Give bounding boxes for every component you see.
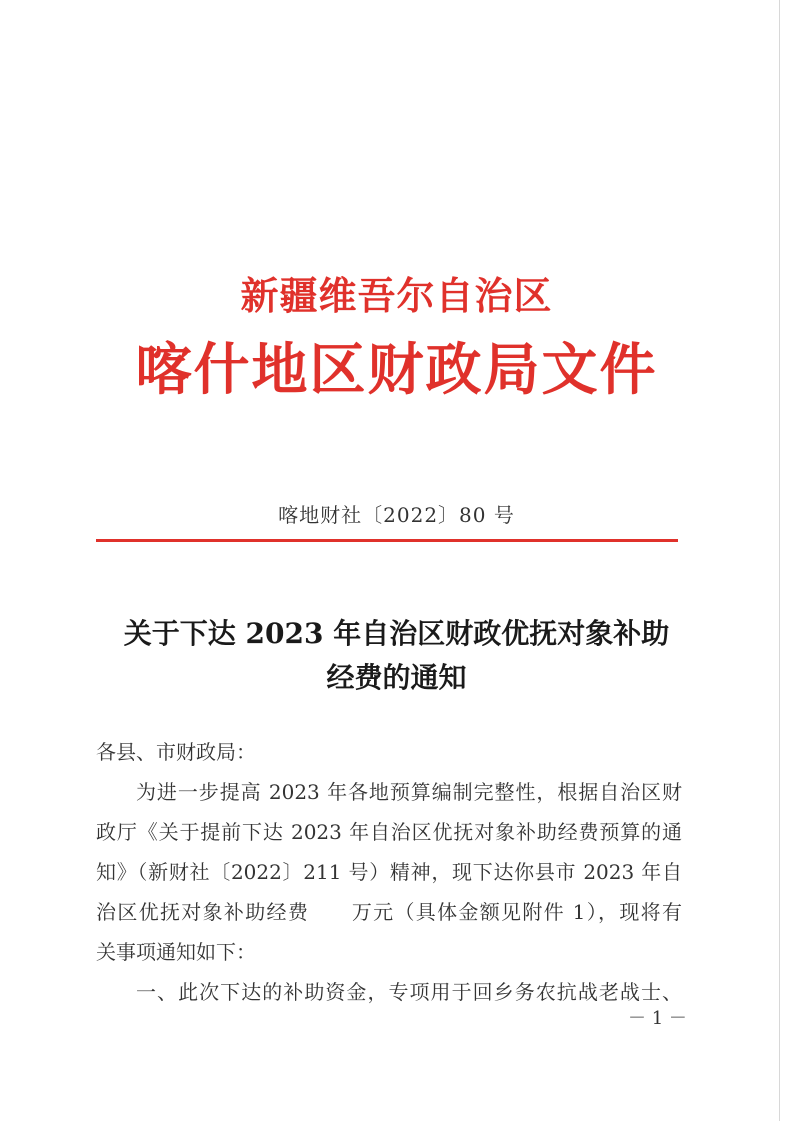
title-line: 关于下达 2023 年自治区财政优抚对象补助 bbox=[123, 617, 670, 650]
paragraph-line: 为进一步提高 2023 年各地预算编制完整性，根据自治区财 bbox=[136, 780, 682, 804]
paragraph-line: 一、此次下达的补助资金，专项用于回乡务农抗战老战士、 bbox=[136, 980, 682, 1004]
red-separator-line bbox=[96, 539, 678, 542]
page-number: － 1 － bbox=[628, 1008, 687, 1029]
issuer-region: 新疆维吾尔自治区 bbox=[240, 273, 553, 318]
paragraph-line: 治区优抚对象补助经费 万元（具体金额见附件 1），现将有 bbox=[96, 900, 682, 924]
scan-edge-line bbox=[779, 0, 780, 1121]
issuer-name: 喀什地区财政局文件 bbox=[135, 337, 658, 403]
salutation: 各县、市财政局： bbox=[96, 740, 256, 764]
paragraph-line: 关事项通知如下： bbox=[96, 940, 256, 964]
paragraph-line: 政厅《关于提前下达 2023 年自治区优抚对象补助经费预算的通 bbox=[96, 820, 682, 844]
document-title bbox=[60, 612, 733, 700]
title-line: 经费的通知 bbox=[326, 661, 467, 694]
paragraph-line: 知》（新财社〔2022〕211 号）精神，现下达你县市 2023 年自 bbox=[96, 860, 682, 884]
document-number: 喀地财社〔2022〕80 号 bbox=[278, 503, 515, 527]
document-body bbox=[96, 732, 682, 1012]
